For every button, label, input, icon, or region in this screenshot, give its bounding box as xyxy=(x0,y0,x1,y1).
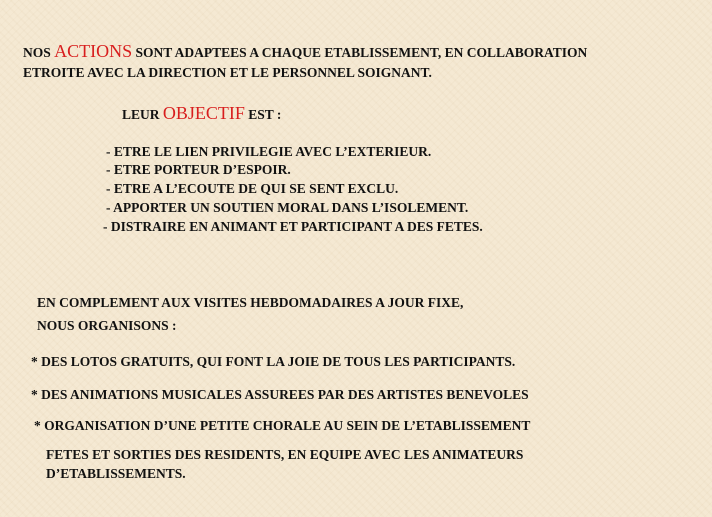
intro-suffix: SONT ADAPTEES A CHAQUE ETABLISSEMENT, EN COLLABORATION xyxy=(132,45,588,60)
activity-item: * ORGANISATION D’UNE PETITE CHORALE AU SEIN DE L’ETABLISSEMENT xyxy=(34,418,531,433)
fetes-line-2: D’ETABLISSEMENTS. xyxy=(46,466,186,481)
intro-line-1 xyxy=(23,41,587,62)
objective-item: - ETRE A L’ECOUTE DE QUI SE SENT EXCLU. xyxy=(106,181,399,196)
complement-line-2: NOUS ORGANISONS : xyxy=(37,318,177,333)
actions-highlight: ACTIONS xyxy=(54,41,133,61)
objective-highlight: OBJECTIF xyxy=(162,103,245,123)
complement-line-1: EN COMPLEMENT AUX VISITES HEBDOMADAIRES A JOUR FIXE, xyxy=(37,295,464,310)
objective-item: - ETRE LE LIEN PRIVILEGIE AVEC L’EXTERIEUR. xyxy=(106,144,432,159)
objective-suffix: EST : xyxy=(244,107,282,122)
objective-item: - ETRE PORTEUR D’ESPOIR. xyxy=(106,162,291,177)
activity-item: * DES LOTOS GRATUITS, QUI FONT LA JOIE DE TOUS LES PARTICIPANTS. xyxy=(31,354,516,369)
activity-item: * DES ANIMATIONS MUSICALES ASSUREES PAR DES ARTISTES BENEVOLES xyxy=(31,387,529,402)
objective-item: - DISTRAIRE EN ANIMANT ET PARTICIPANT A DES FETES. xyxy=(103,219,483,234)
intro-prefix: NOS xyxy=(23,45,55,60)
objective-item: - APPORTER UN SOUTIEN MORAL DANS L’ISOLEMENT. xyxy=(106,200,469,215)
objective-prefix: LEUR xyxy=(122,107,163,122)
intro-line-2: ETROITE AVEC LA DIRECTION ET LE PERSONNEL SOIGNANT. xyxy=(23,65,432,80)
objective-heading xyxy=(122,103,281,124)
fetes-line-1: FETES ET SORTIES DES RESIDENTS, EN EQUIPE AVEC LES ANIMATEURS xyxy=(46,447,524,462)
